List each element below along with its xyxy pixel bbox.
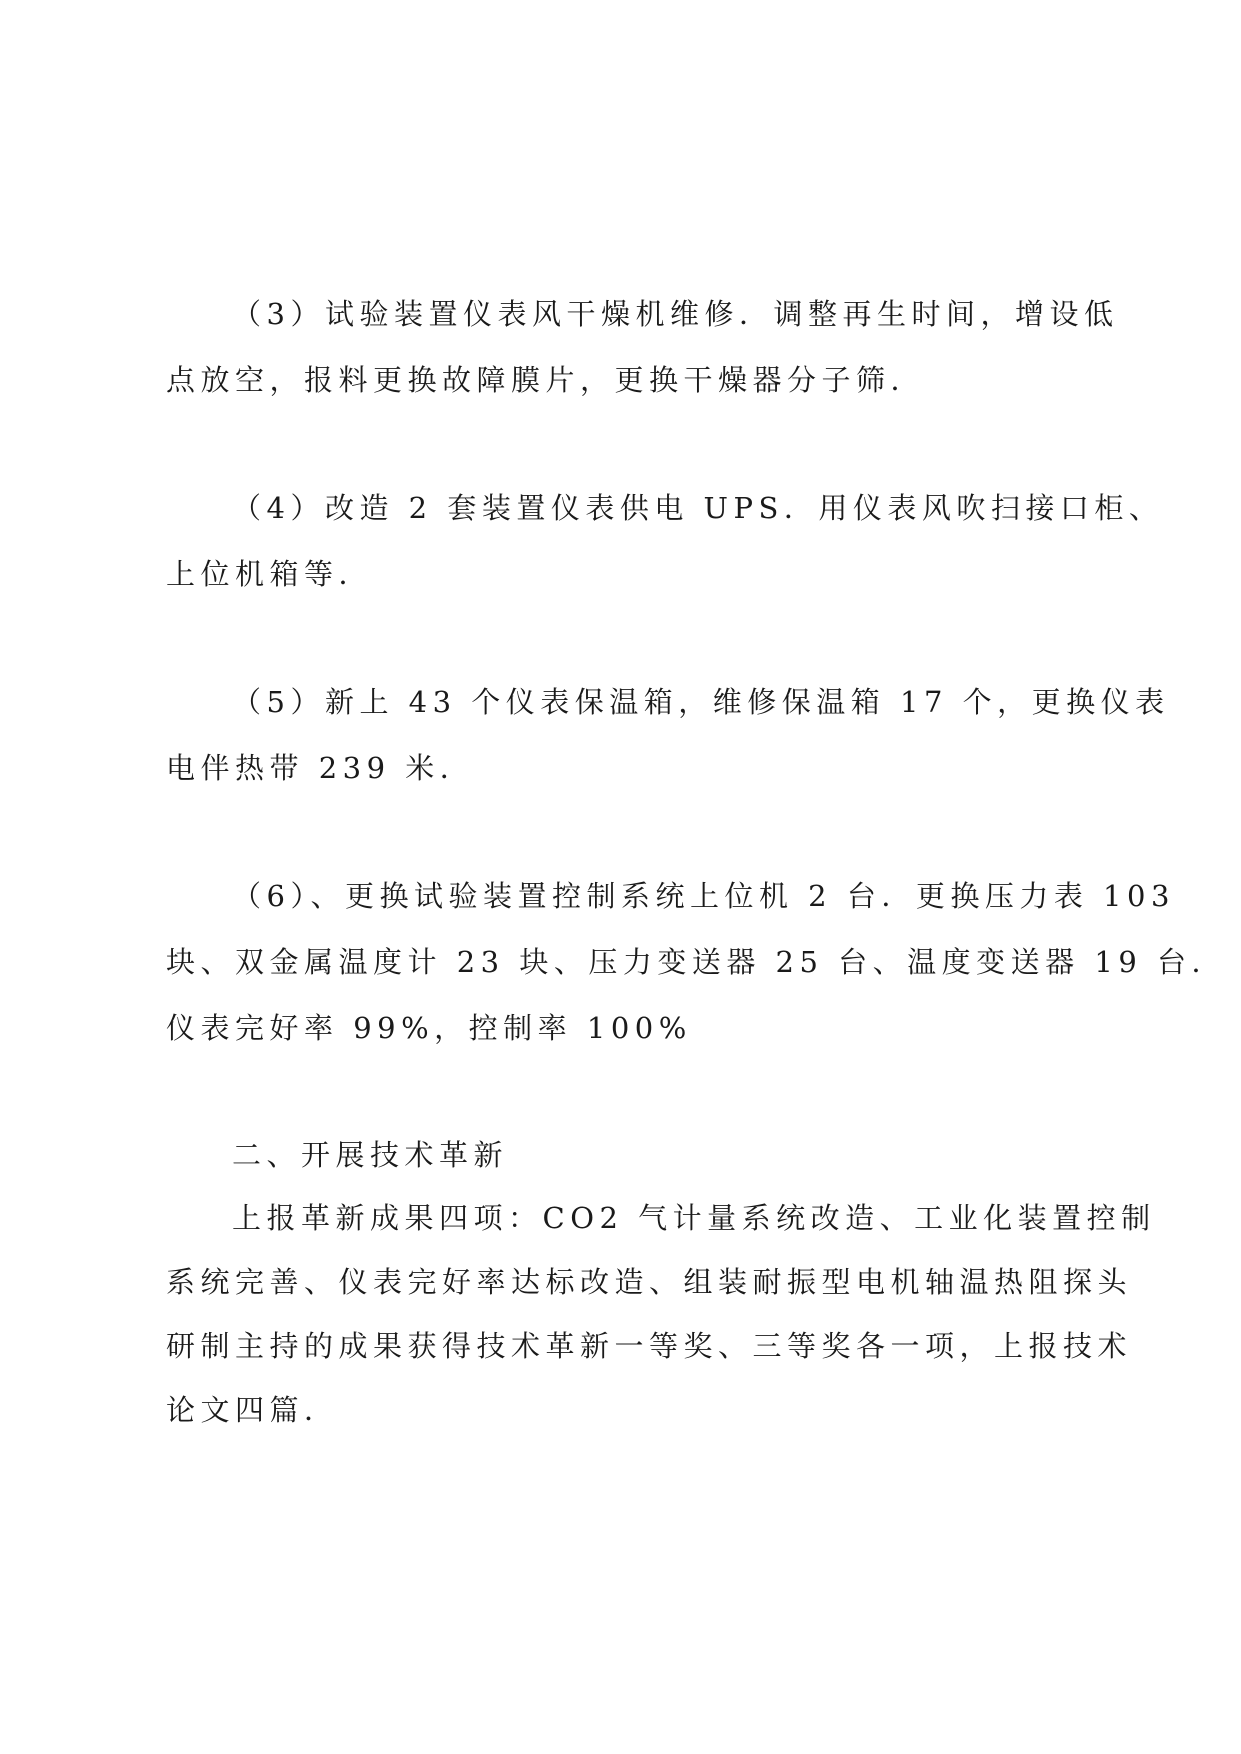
text-line: （4）改造 2 套装置仪表供电 UPS．用仪表风吹扫接口柜、 [232, 491, 1164, 525]
text-line: 论文四篇． [166, 1393, 339, 1427]
text-line: 电伴热带 239 米． [166, 751, 475, 785]
text-line: （5）新上 43 个仪表保温箱，维修保温箱 17 个，更换仪表 [232, 685, 1170, 719]
text-line: 系统完善、仪表完好率达标改造、组装耐振型电机轴温热阻探头 [166, 1265, 1133, 1299]
text-line: （6）、更换试验装置控制系统上位机 2 台．更换压力表 103 [232, 879, 1175, 913]
text-line: （3）试验装置仪表风干燥机维修．调整再生时间，增设低 [232, 297, 1119, 331]
text-line: 研制主持的成果获得技术革新一等奖、三等奖各一项，上报技术 [166, 1329, 1133, 1363]
text-line: 块、双金属温度计 23 块、压力变送器 25 台、温度变送器 19 台． [166, 945, 1227, 979]
section-heading: 二、开展技术革新 [232, 1138, 509, 1172]
text-line: 上位机箱等． [166, 557, 374, 591]
text-line: 仪表完好率 99%，控制率 100% [166, 1011, 692, 1045]
text-line: 点放空，报料更换故障膜片，更换干燥器分子筛． [166, 363, 926, 397]
text-line: 上报革新成果四项：CO2 气计量系统改造、工业化装置控制 [232, 1201, 1156, 1235]
